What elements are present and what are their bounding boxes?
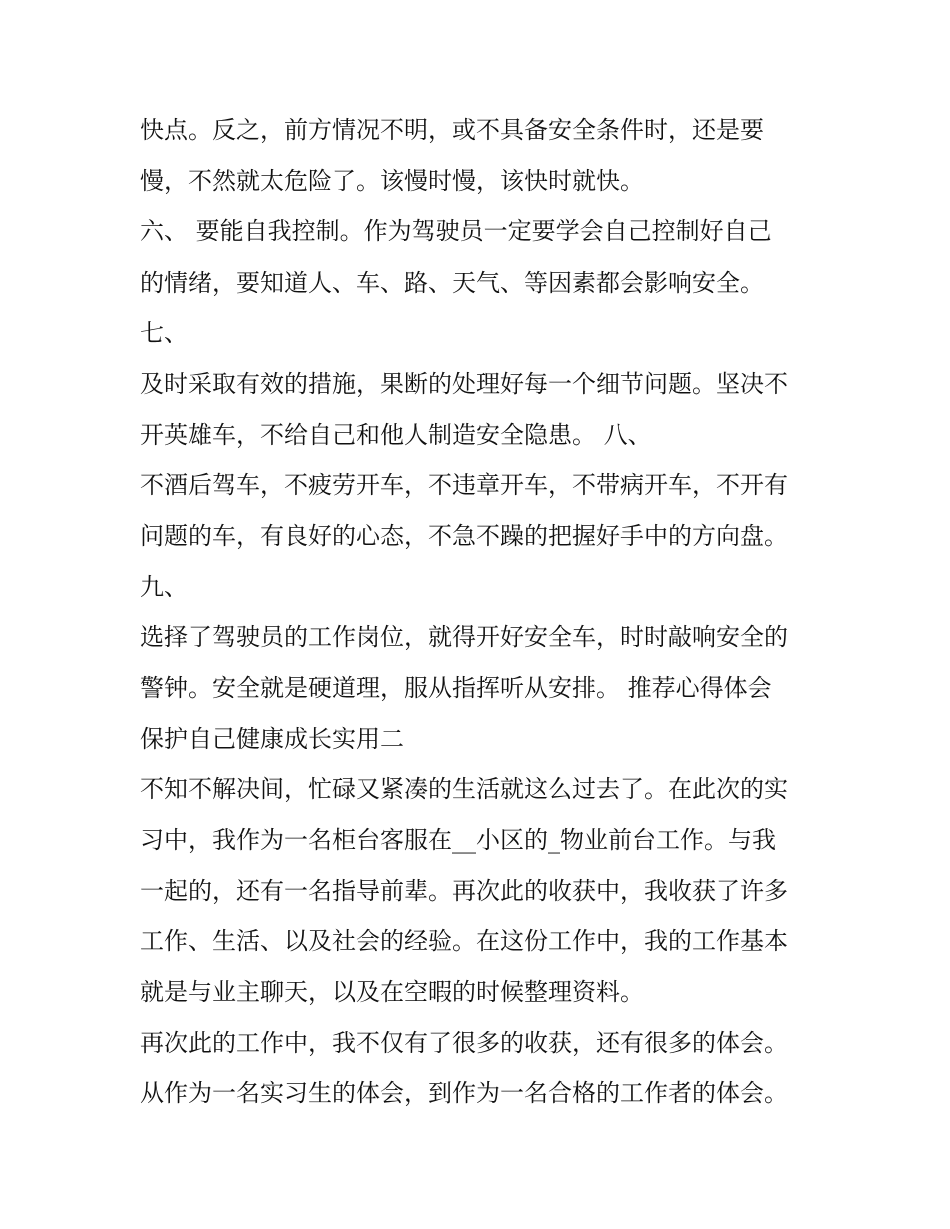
text-line: 快点。反之，前方情况不明，或不具备安全条件时，还是要 bbox=[140, 116, 764, 144]
text-line: 从作为一名实习生的体会，到作为一名合格的工作者的体会。 bbox=[140, 1079, 788, 1107]
text-line: 七、 bbox=[140, 319, 188, 347]
text-line: 就是与业主聊天，以及在空暇的时候整理资料。 bbox=[140, 978, 644, 1006]
text-line: 工作、生活、以及社会的经验。在这份工作中，我的工作基本 bbox=[140, 927, 788, 955]
text-line: 慢，不然就太危险了。该慢时慢，该快时就快。 bbox=[140, 167, 644, 195]
text-line: 选择了驾驶员的工作岗位，就得开好安全车，时时敲响安全的 bbox=[140, 623, 788, 651]
text-line: 习中，我作为一名柜台客服在__小区的_物业前台工作。与我 bbox=[140, 826, 776, 854]
text-line: 六、 要能自我控制。作为驾驶员一定要学会自己控制好自己 bbox=[140, 217, 772, 245]
text-line: 保护自己健康成长实用二 bbox=[140, 725, 404, 753]
text-line: 再次此的工作中，我不仅有了很多的收获，还有很多的体会。 bbox=[140, 1029, 788, 1057]
text-line: 不知不解决间，忙碌又紧凑的生活就这么过去了。在此次的实 bbox=[140, 775, 788, 803]
text-line: 开英雄车，不给自己和他人制造安全隐患。 八、 bbox=[140, 421, 652, 449]
text-line: 的情绪，要知道人、车、路、天气、等因素都会影响安全。 bbox=[140, 269, 764, 297]
text-line: 九、 bbox=[140, 573, 188, 601]
text-line: 不酒后驾车，不疲劳开车，不违章开车，不带病开车，不开有 bbox=[140, 471, 788, 499]
text-line: 一起的，还有一名指导前辈。再次此的收获中，我收获了许多 bbox=[140, 877, 788, 905]
text-line: 问题的车，有良好的心态，不急不躁的把握好手中的方向盘。 bbox=[140, 522, 788, 550]
text-line: 警钟。安全就是硬道理，服从指挥听从安排。 推荐心得体会 bbox=[140, 674, 772, 702]
text-line: 及时采取有效的措施，果断的处理好每一个细节问题。坚决不 bbox=[140, 370, 788, 398]
